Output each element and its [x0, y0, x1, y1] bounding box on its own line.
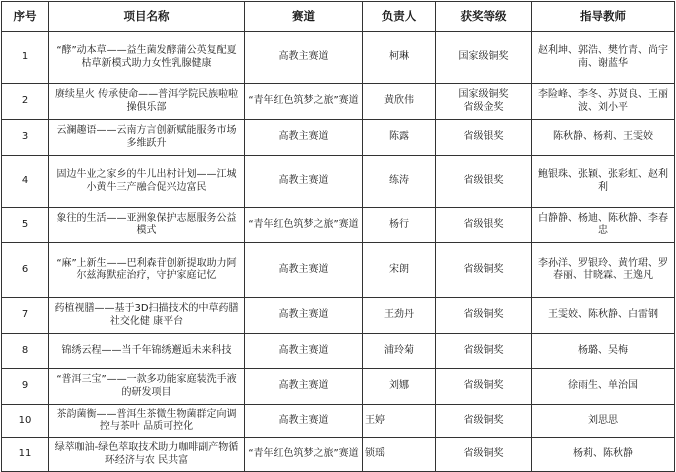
cell-track: “青年红色筑梦之旅”赛道: [245, 208, 363, 243]
cell-track: 高教主赛道: [245, 298, 363, 334]
cell-leader: 刘娜: [363, 369, 436, 405]
cell-no: 11: [2, 438, 49, 472]
cell-track: “青年红色筑梦之旅”赛道: [245, 84, 363, 120]
cell-award-level: 省级铜奖: [436, 298, 532, 334]
table-row: [2, 243, 675, 298]
cell-track: 高教主赛道: [245, 243, 363, 298]
table-row: [2, 369, 675, 405]
cell-leader: 柯琳: [363, 32, 436, 84]
cell-no: 3: [2, 120, 49, 156]
cell-no: 10: [2, 405, 49, 438]
cell-no: 7: [2, 298, 49, 334]
cell-track: 高教主赛道: [245, 369, 363, 405]
cell-leader: 杨行: [363, 208, 436, 243]
header-leader: 负责人: [363, 2, 436, 32]
cell-project-name: 固边牛业之家乡的牛儿出村计划——江城小黄牛三产融合促兴边富民: [49, 156, 245, 208]
cell-award-level: 省级铜奖: [436, 334, 532, 369]
cell-leader: 练涛: [363, 156, 436, 208]
cell-no: 8: [2, 334, 49, 369]
awards-table: [1, 1, 675, 472]
cell-project-name: 茶韵菌衡——普洱生茶微生物菌群定向调控与茶叶 品质可控化: [49, 405, 245, 438]
cell-leader: 宋朗: [363, 243, 436, 298]
cell-no: 6: [2, 243, 49, 298]
header-row: [2, 2, 675, 32]
cell-advisor: 李险峰、李冬、苏贤良、王丽波、刘小平: [532, 84, 675, 120]
cell-no: 1: [2, 32, 49, 84]
cell-leader: 王婷: [363, 405, 436, 438]
cell-advisor: 赵利坤、郭浩、樊竹青、尚宇南、谢蓝华: [532, 32, 675, 84]
header-track: 赛道: [245, 2, 363, 32]
cell-advisor: 李孙洋、罗银玲、黄竹珺、罗春丽、甘晓霖、王逸凡: [532, 243, 675, 298]
cell-no: 4: [2, 156, 49, 208]
cell-leader: 黄欣伟: [363, 84, 436, 120]
cell-project-name: 赓续星火 传承使命——普洱学院民族啦啦操俱乐部: [49, 84, 245, 120]
cell-track: 高教主赛道: [245, 32, 363, 84]
cell-no: 9: [2, 369, 49, 405]
table-row: [2, 120, 675, 156]
cell-track: 高教主赛道: [245, 156, 363, 208]
cell-project-name: 锦绣云程——当千年锦绣邂逅未来科技: [49, 334, 245, 369]
cell-track: 高教主赛道: [245, 405, 363, 438]
cell-advisor: 鲍银珠、张颖、张彩虹、赵利利: [532, 156, 675, 208]
cell-project-name: 药植视膳——基于3D扫描技术的中草药膳社交化健 康平台: [49, 298, 245, 334]
cell-track: 高教主赛道: [245, 120, 363, 156]
table-row: [2, 84, 675, 120]
cell-award-level: 省级铜奖: [436, 405, 532, 438]
cell-project-name: 云澜趣语——云南方言创新赋能服务市场多维跃升: [49, 120, 245, 156]
cell-no: 2: [2, 84, 49, 120]
table-row: [2, 208, 675, 243]
cell-award-level: 国家级铜奖: [436, 32, 532, 84]
table-row: [2, 156, 675, 208]
cell-award-level: 省级铜奖: [436, 243, 532, 298]
cell-leader: 锁瑶: [363, 438, 436, 472]
cell-project-name: 象往的生活——亚洲象保护志愿服务公益模式: [49, 208, 245, 243]
cell-leader: 王劲丹: [363, 298, 436, 334]
cell-award-level: 省级铜奖: [436, 438, 532, 472]
cell-advisor: 白静静、杨迪、陈秋静、李春忠: [532, 208, 675, 243]
cell-award-level: 国家级铜奖 省级金奖: [436, 84, 532, 120]
header-advisor: 指导教师: [532, 2, 675, 32]
cell-advisor: 刘思思: [532, 405, 675, 438]
table-row: [2, 405, 675, 438]
cell-advisor: 杨璐、吴梅: [532, 334, 675, 369]
cell-project-name: 绿萃咖油-绿色萃取技术助力咖啡副产物循环经济与农 民共富: [49, 438, 245, 472]
cell-advisor: 徐雨生、单治国: [532, 369, 675, 405]
cell-advisor: 杨莉、陈秋静: [532, 438, 675, 472]
cell-project-name: “普洱三宝”——一款多功能家庭装洗手液的研发项目: [49, 369, 245, 405]
cell-advisor: 陈秋静、杨莉、王雯姣: [532, 120, 675, 156]
cell-no: 5: [2, 208, 49, 243]
cell-award-level: 省级银奖: [436, 208, 532, 243]
cell-project-name: “酵”动本草——益生菌发酵蒲公英复配夏枯草新模式助力女性乳腺健康: [49, 32, 245, 84]
table-row: [2, 32, 675, 84]
header-no: 序号: [2, 2, 49, 32]
header-project-name: 项目名称: [49, 2, 245, 32]
cell-award-level: 省级铜奖: [436, 369, 532, 405]
table-row: [2, 298, 675, 334]
table-row: [2, 334, 675, 369]
table-row: [2, 438, 675, 472]
cell-track: “青年红色筑梦之旅”赛道: [245, 438, 363, 472]
cell-award-level: 省级银奖: [436, 156, 532, 208]
cell-advisor: 王雯姣、陈秋静、白雷钢: [532, 298, 675, 334]
cell-leader: 陈露: [363, 120, 436, 156]
cell-project-name: “麻”上新生——巴利森苷创新提取助力阿尔兹海默症治疗，守护家庭记忆: [49, 243, 245, 298]
cell-leader: 浦玲菊: [363, 334, 436, 369]
cell-award-level: 省级银奖: [436, 120, 532, 156]
cell-track: 高教主赛道: [245, 334, 363, 369]
header-award-level: 获奖等级: [436, 2, 532, 32]
